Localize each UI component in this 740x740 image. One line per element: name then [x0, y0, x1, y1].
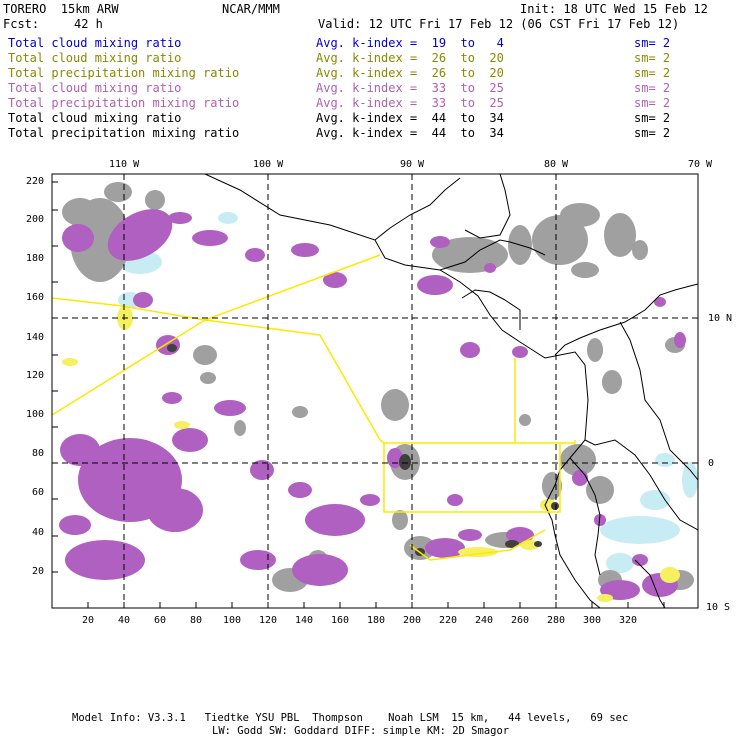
lon-label: 80 W [544, 159, 569, 170]
legend-sm: sm= 2 [634, 51, 671, 65]
grid-x-label: 20 [82, 615, 95, 626]
grid-x-label: 80 [190, 615, 203, 626]
legend-field: Total cloud mixing ratio [8, 81, 182, 95]
lat-label: 0 [708, 458, 715, 469]
legend-sm: sm= 2 [634, 96, 671, 110]
lat-label: 10 N [708, 313, 733, 324]
grid-x-label: 60 [154, 615, 167, 626]
grid-y-label: 60 [32, 487, 45, 498]
legend-kindex: Avg. k-index = 44 to 34 [316, 111, 504, 125]
legend-kindex: Avg. k-index = 19 to 4 [316, 36, 504, 50]
grid-x-label: 180 [367, 615, 386, 626]
grid-x-label: 140 [295, 615, 314, 626]
legend-sm: sm= 2 [634, 126, 671, 140]
grid-x-label: 260 [511, 615, 530, 626]
grid-y-label: 20 [32, 566, 45, 577]
legend-sm: sm= 2 [634, 36, 671, 50]
grid-y-label: 200 [26, 214, 45, 225]
model-title: TORERO 15km ARW [3, 2, 119, 16]
grid-x-label: 320 [619, 615, 638, 626]
grid-x-label: 40 [118, 615, 131, 626]
model-physics: LW: Godd SW: Goddard DIFF: simple KM: 2D Smagor [212, 725, 510, 737]
legend-field: Total precipitation mixing ratio [8, 126, 240, 140]
lon-label: 90 W [400, 159, 425, 170]
grid-x-label: 280 [547, 615, 566, 626]
legend-kindex: Avg. k-index = 26 to 20 [316, 51, 504, 65]
lon-label: 70 W [688, 159, 713, 170]
legend-sm: sm= 2 [634, 81, 671, 95]
init-time: Init: 18 UTC Wed 15 Feb 12 [520, 2, 708, 16]
forecast-hours: 42 h [74, 17, 103, 31]
legend-field: Total cloud mixing ratio [8, 111, 182, 125]
lon-label: 100 W [253, 159, 284, 170]
legend-field: Total precipitation mixing ratio [8, 66, 240, 80]
grid-x-label: 100 [223, 615, 242, 626]
grid-y-label: 160 [26, 292, 45, 303]
grid-x-label: 220 [439, 615, 458, 626]
valid-time: Valid: 12 UTC Fri 17 Feb 12 (06 CST Fri 17 Feb 12) [318, 17, 680, 31]
grid-y-label: 100 [26, 409, 45, 420]
legend-kindex: Avg. k-index = 44 to 34 [316, 126, 504, 140]
grid-x-label: 160 [331, 615, 350, 626]
grid-x-label: 300 [583, 615, 602, 626]
grid-y-label: 140 [26, 332, 45, 343]
lon-label: 110 W [109, 159, 140, 170]
grid-y-label: 40 [32, 527, 45, 538]
legend-kindex: Avg. k-index = 26 to 20 [316, 66, 504, 80]
legend-sm: sm= 2 [634, 111, 671, 125]
legend-kindex: Avg. k-index = 33 to 25 [316, 81, 504, 95]
model-info: Model Info: V3.3.1 Tiedtke YSU PBL Thompson Noah LSM 15 km, 44 levels, 69 sec [72, 712, 629, 724]
legend-sm: sm= 2 [634, 66, 671, 80]
forecast-label: Fcst: [3, 17, 40, 31]
legend-field: Total cloud mixing ratio [8, 51, 182, 65]
grid-y-label: 120 [26, 370, 45, 381]
grid-x-label: 240 [475, 615, 494, 626]
legend-field: Total precipitation mixing ratio [8, 96, 240, 110]
grid-x-label: 200 [403, 615, 422, 626]
grid-x-label: 120 [259, 615, 278, 626]
grid-y-label: 80 [32, 448, 45, 459]
lat-label: 10 S [706, 602, 731, 613]
grid-y-label: 180 [26, 253, 45, 264]
grid-y-label: 220 [26, 176, 45, 187]
organization: NCAR/MMM [222, 2, 280, 16]
legend-field: Total cloud mixing ratio [8, 36, 182, 50]
legend-kindex: Avg. k-index = 33 to 25 [316, 96, 504, 110]
